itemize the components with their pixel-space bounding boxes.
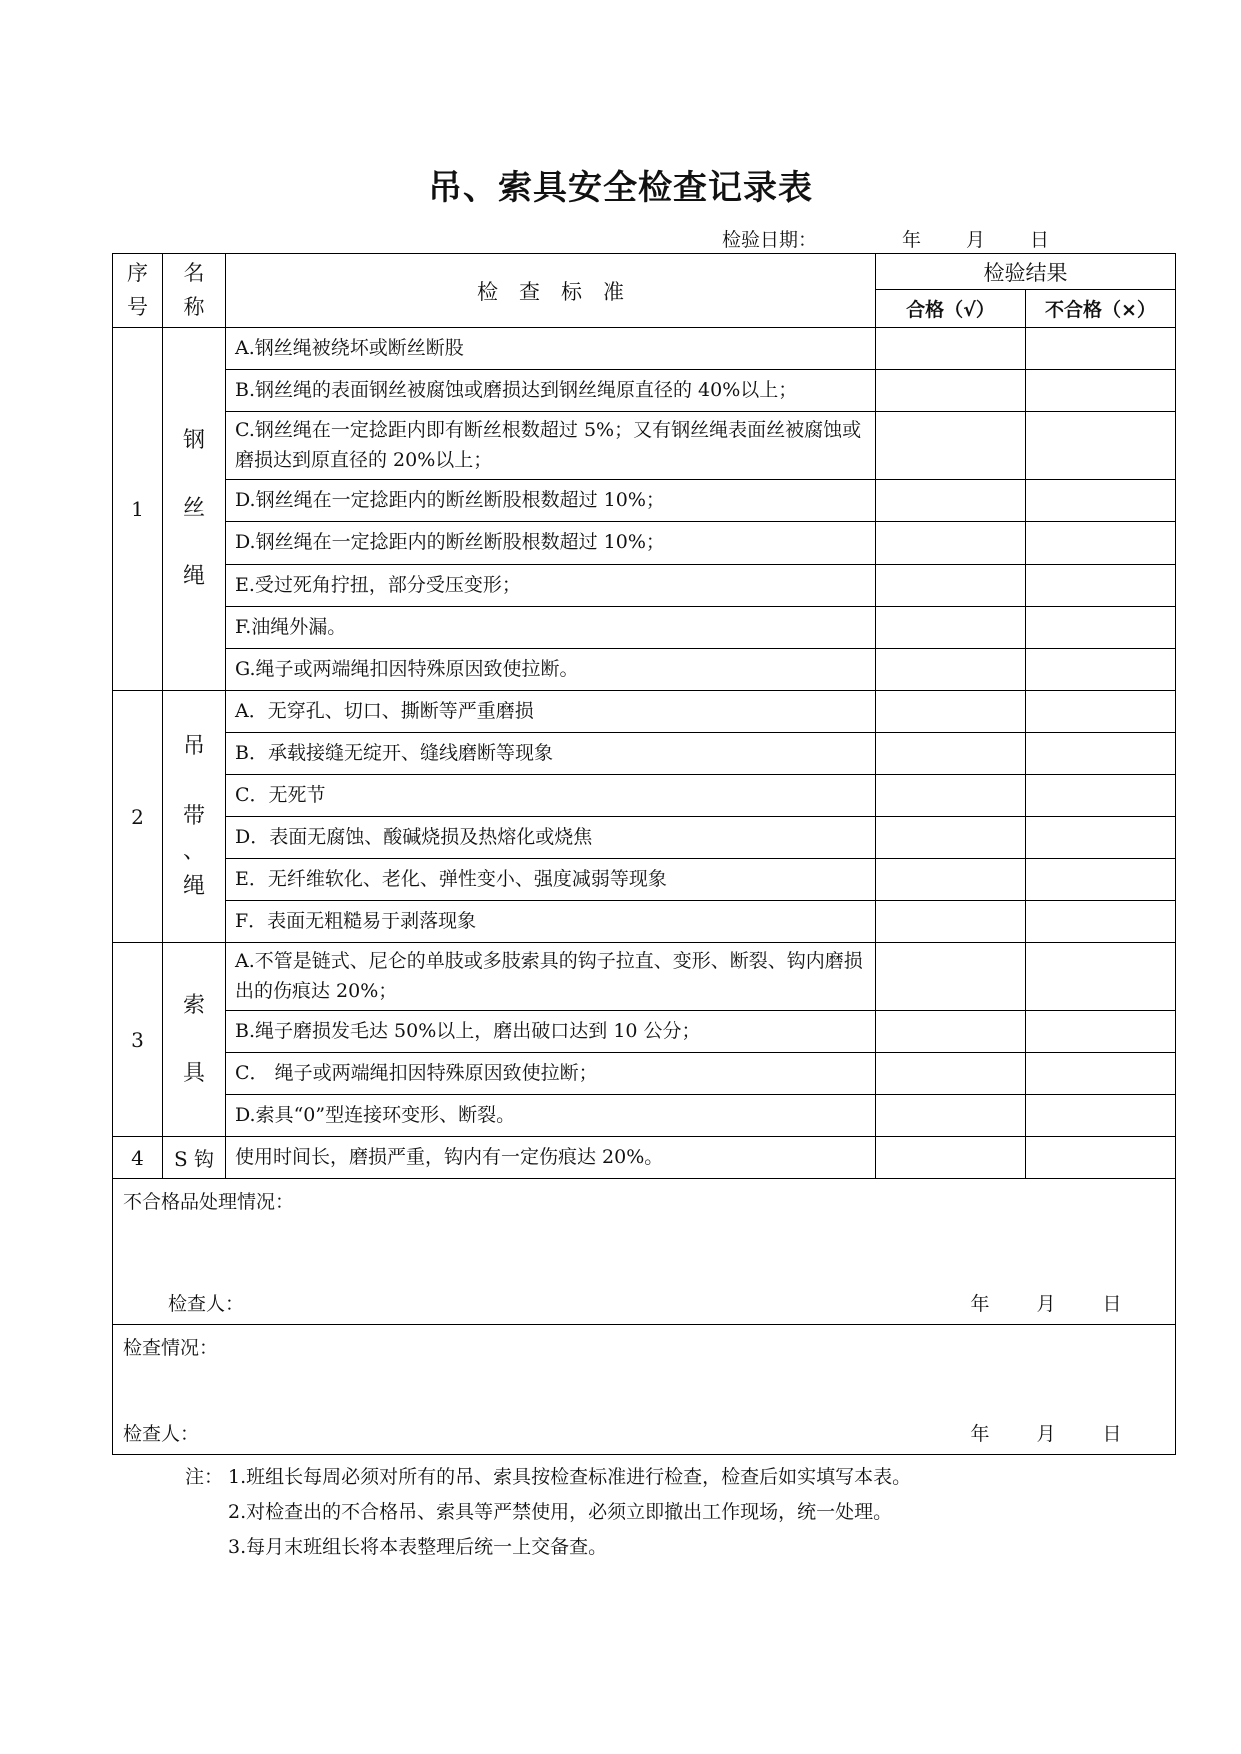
pass-cell[interactable] xyxy=(876,691,1026,733)
standard-item: D．表面无腐蚀、酸碱烧损及热熔化或烧焦 xyxy=(226,817,876,859)
fail-cell[interactable] xyxy=(1026,522,1176,565)
fail-cell[interactable] xyxy=(1026,412,1176,480)
nonconforming-inspector-label: 检查人： xyxy=(168,1293,245,1315)
table-row xyxy=(113,649,1176,691)
fail-cell[interactable] xyxy=(1026,480,1176,522)
standard-item: B.钢丝绳的表面钢丝被腐蚀或磨损达到钢丝绳原直径的 40%以上； xyxy=(226,370,876,412)
standard-item: C.钢丝绳在一定捻距内即有断丝根数超过 5%；又有钢丝绳表面丝被腐蚀或磨损达到原直径的 20%以上； xyxy=(226,412,876,480)
fail-cell[interactable] xyxy=(1026,859,1176,901)
header-fail: 不合格（×） xyxy=(1026,290,1176,328)
pass-cell[interactable] xyxy=(876,412,1026,480)
table-row xyxy=(113,1053,1176,1095)
pass-cell[interactable] xyxy=(876,480,1026,522)
standard-item: D.钢丝绳在一定捻距内的断丝断股根数超过 10%； xyxy=(226,522,876,565)
pass-cell[interactable] xyxy=(876,733,1026,775)
standard-item: F.油绳外漏。 xyxy=(226,607,876,649)
date-year: 年 xyxy=(970,1293,990,1315)
header-standard: 检 查 标 准 xyxy=(226,254,876,328)
nonconforming-date xyxy=(947,1289,1145,1316)
table-row xyxy=(113,565,1176,607)
group-name xyxy=(163,943,226,1137)
fail-cell[interactable] xyxy=(1026,943,1176,1011)
header-seq xyxy=(113,254,163,328)
table-row xyxy=(113,412,1176,480)
pass-cell[interactable] xyxy=(876,649,1026,691)
inspection-date-label: 检验日期： xyxy=(722,229,818,251)
note-line: 3.每月末班组长将本表整理后统一上交备查。 xyxy=(228,1536,608,1558)
standard-item: B.绳子磨损发毛达 50%以上，磨出破口达到 10 公分； xyxy=(226,1011,876,1053)
table-row xyxy=(113,901,1176,943)
inspection-date-line xyxy=(722,225,1049,252)
standard-item: D.索具“0”型连接环变形、断裂。 xyxy=(226,1095,876,1137)
inspection-inspector-label: 检查人： xyxy=(123,1423,200,1445)
pass-cell[interactable] xyxy=(876,328,1026,370)
fail-cell[interactable] xyxy=(1026,775,1176,817)
notes-prefix: 注： xyxy=(185,1466,224,1488)
group-name xyxy=(163,691,226,943)
group-seq: 1 xyxy=(113,328,163,691)
fail-cell[interactable] xyxy=(1026,733,1176,775)
group-name-char: 带 xyxy=(182,803,205,829)
nonconforming-label: 不合格品处理情况： xyxy=(123,1191,295,1213)
standard-item: B．承载接缝无绽开、缝线磨断等现象 xyxy=(226,733,876,775)
fail-cell[interactable] xyxy=(1026,1095,1176,1137)
table-row xyxy=(113,522,1176,565)
nonconforming-box[interactable] xyxy=(113,1179,1176,1325)
header-seq-bottom: 号 xyxy=(127,294,148,319)
table-row xyxy=(113,775,1176,817)
table-row xyxy=(113,733,1176,775)
fail-cell[interactable] xyxy=(1026,1053,1176,1095)
standard-item: C． 绳子或两端绳扣因特殊原因致使拉断； xyxy=(226,1053,876,1095)
pass-cell[interactable] xyxy=(876,775,1026,817)
fail-cell[interactable] xyxy=(1026,328,1176,370)
standard-item: A.不管是链式、尼仑的单肢或多肢索具的钩子拉直、变形、断裂、钩内磨损出的伤痕达 20%； xyxy=(226,943,876,1011)
standard-item: A．无穿孔、切口、撕断等严重磨损 xyxy=(226,691,876,733)
inspection-box[interactable] xyxy=(113,1325,1176,1455)
header-pass: 合格（√） xyxy=(876,290,1026,328)
fail-cell[interactable] xyxy=(1026,607,1176,649)
pass-cell[interactable] xyxy=(876,859,1026,901)
group-seq: 3 xyxy=(113,943,163,1137)
table-row xyxy=(113,817,1176,859)
pass-cell[interactable] xyxy=(876,1095,1026,1137)
header-name xyxy=(163,254,226,328)
date-month: 月 xyxy=(1036,1423,1056,1445)
header-name-bottom: 称 xyxy=(183,294,205,319)
group-name-char: 绳 xyxy=(182,564,205,589)
fail-cell[interactable] xyxy=(1026,1137,1176,1179)
header-seq-top: 序 xyxy=(127,260,148,285)
table-row xyxy=(113,480,1176,522)
pass-cell[interactable] xyxy=(876,607,1026,649)
inspection-label: 检查情况： xyxy=(123,1337,219,1359)
pass-cell[interactable] xyxy=(876,1011,1026,1053)
standard-item: E．无纤维软化、老化、弹性变小、强度减弱等现象 xyxy=(226,859,876,901)
fail-cell[interactable] xyxy=(1026,649,1176,691)
inspection-date xyxy=(947,1419,1145,1446)
group-name-char: 钢 xyxy=(182,428,205,453)
standard-item: A.钢丝绳被绕坏或断丝断股 xyxy=(226,328,876,370)
group-name: S 钩 xyxy=(163,1137,226,1179)
group-name-char: 吊 xyxy=(182,733,205,759)
fail-cell[interactable] xyxy=(1026,901,1176,943)
table-row xyxy=(113,859,1176,901)
table-row xyxy=(113,607,1176,649)
group-name-char: 具 xyxy=(182,1060,205,1086)
date-month: 月 xyxy=(1036,1293,1056,1315)
inspection-row xyxy=(113,1325,1176,1455)
standard-item: F．表面无粗糙易于剥落现象 xyxy=(226,901,876,943)
table-row xyxy=(113,370,1176,412)
notes xyxy=(185,1460,911,1565)
table-row xyxy=(113,691,1176,733)
standard-item: G.绳子或两端绳扣因特殊原因致使拉断。 xyxy=(226,649,876,691)
date-year: 年 xyxy=(902,229,922,251)
date-month: 月 xyxy=(966,229,986,251)
header-result: 检验结果 xyxy=(876,254,1176,290)
inspection-table xyxy=(112,253,1176,1455)
header-name-top: 名 xyxy=(183,260,205,285)
note-line: 2.对检查出的不合格吊、索具等严禁使用，必须立即撤出工作现场，统一处理。 xyxy=(228,1501,893,1523)
date-day: 日 xyxy=(1030,229,1050,251)
page-title: 吊、索具安全检查记录表 xyxy=(428,168,813,208)
fail-cell[interactable] xyxy=(1026,817,1176,859)
pass-cell[interactable] xyxy=(876,370,1026,412)
date-day: 日 xyxy=(1102,1423,1122,1445)
standard-item: E.受过死角拧扭，部分受压变形； xyxy=(226,565,876,607)
nonconforming-row xyxy=(113,1179,1176,1325)
group-name-char: 丝 xyxy=(182,496,205,521)
group-name-char: 绳 xyxy=(182,874,205,900)
table-row xyxy=(113,1011,1176,1053)
standard-item: D.钢丝绳在一定捻距内的断丝断股根数超过 10%； xyxy=(226,480,876,522)
group-name-char: 、 xyxy=(182,839,205,865)
standard-item: C．无死节 xyxy=(226,775,876,817)
note-line: 1.班组长每周必须对所有的吊、索具按检查标准进行检查，检查后如实填写本表。 xyxy=(228,1466,912,1488)
fail-cell[interactable] xyxy=(1026,370,1176,412)
pass-cell[interactable] xyxy=(876,565,1026,607)
table-row xyxy=(113,943,1176,1011)
date-year: 年 xyxy=(970,1423,990,1445)
table-row xyxy=(113,1137,1176,1179)
group-name xyxy=(163,328,226,691)
pass-cell[interactable] xyxy=(876,1137,1026,1179)
pass-cell[interactable] xyxy=(876,817,1026,859)
fail-cell[interactable] xyxy=(1026,1011,1176,1053)
group-name-char: 索 xyxy=(182,992,205,1018)
date-day: 日 xyxy=(1102,1293,1122,1315)
table-row xyxy=(113,1095,1176,1137)
table-row xyxy=(113,328,1176,370)
pass-cell[interactable] xyxy=(876,943,1026,1011)
pass-cell[interactable] xyxy=(876,901,1026,943)
fail-cell[interactable] xyxy=(1026,691,1176,733)
pass-cell[interactable] xyxy=(876,1053,1026,1095)
group-seq: 2 xyxy=(113,691,163,943)
standard-item: 使用时间长，磨损严重，钩内有一定伤痕达 20%。 xyxy=(226,1137,876,1179)
fail-cell[interactable] xyxy=(1026,565,1176,607)
pass-cell[interactable] xyxy=(876,522,1026,565)
group-seq: 4 xyxy=(113,1137,163,1179)
